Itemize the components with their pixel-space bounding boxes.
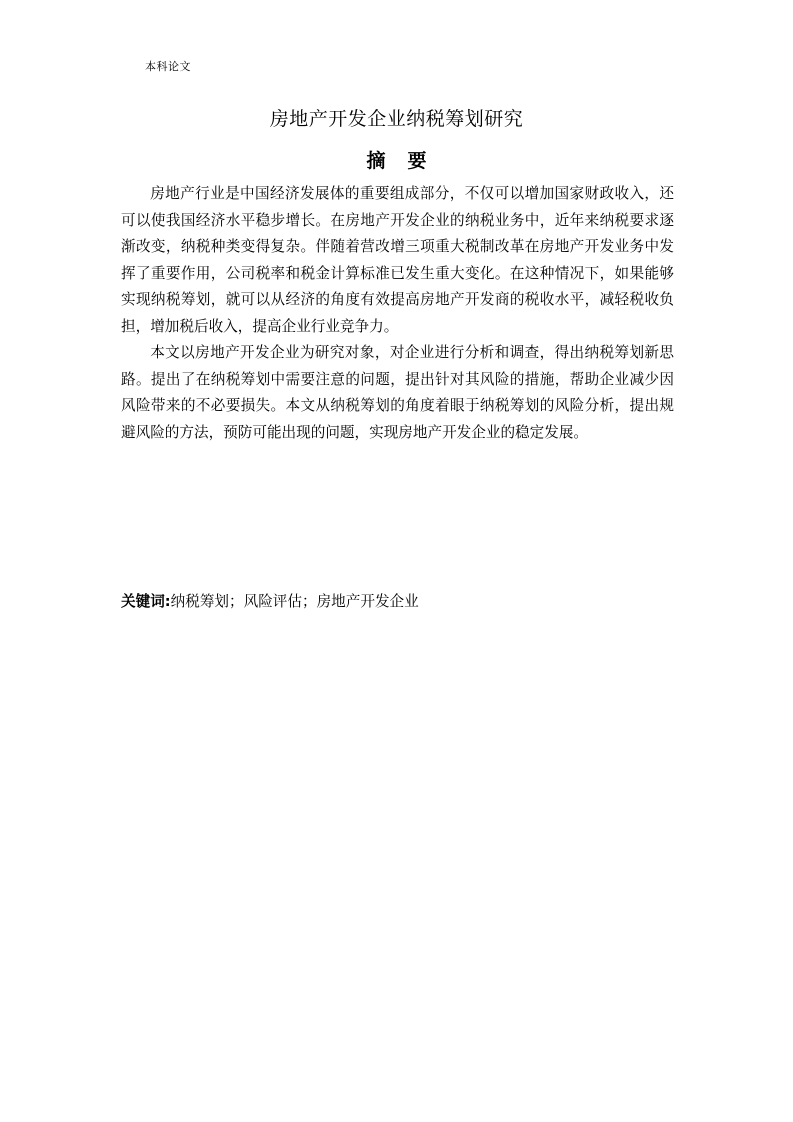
keywords-label: 关键词:	[121, 593, 171, 610]
abstract-paragraph-2: 本文以房地产开发企业为研究对象，对企业进行分析和调查，得出纳税筹划新思路。提出了在纳税筹划中需要注意的问题，提出针对其风险的措施，帮助企业减少因风险带来的不必要损失。本文从纳税筹划的角度着眼于纳税筹划的风险分析，提出规避风险的方法，预防可能出现的问题，实现房地产开发企业的稳定发展。	[121, 344, 674, 441]
document-title: 房地产开发企业纳税筹划研究	[269, 108, 524, 130]
header-label: 本科论文	[145, 60, 191, 73]
keywords-value: 纳税筹划；风险评估；房地产开发企业	[170, 593, 419, 610]
abstract-body	[121, 181, 674, 446]
abstract-paragraph-1: 房地产行业是中国经济发展体的重要组成部分，不仅可以增加国家财政收入，还可以使我国经济水平稳步增长。在房地产开发企业的纳税业务中，近年来纳税要求逐渐改变，纳税种类变得复杂。伴随着营改增三项重大税制改革在房地产开发业务中发挥了重要作用，公司税率和税金计算标准已发生重大变化。在这种情况下，如果能够实现纳税筹划，就可以从经济的角度有效提高房地产开发商的税收水平，减轻税收负担，增加税后收入，提高企业行业竞争力。	[121, 185, 674, 335]
abstract-heading: 摘要	[366, 150, 449, 172]
keywords-line	[121, 590, 419, 614]
